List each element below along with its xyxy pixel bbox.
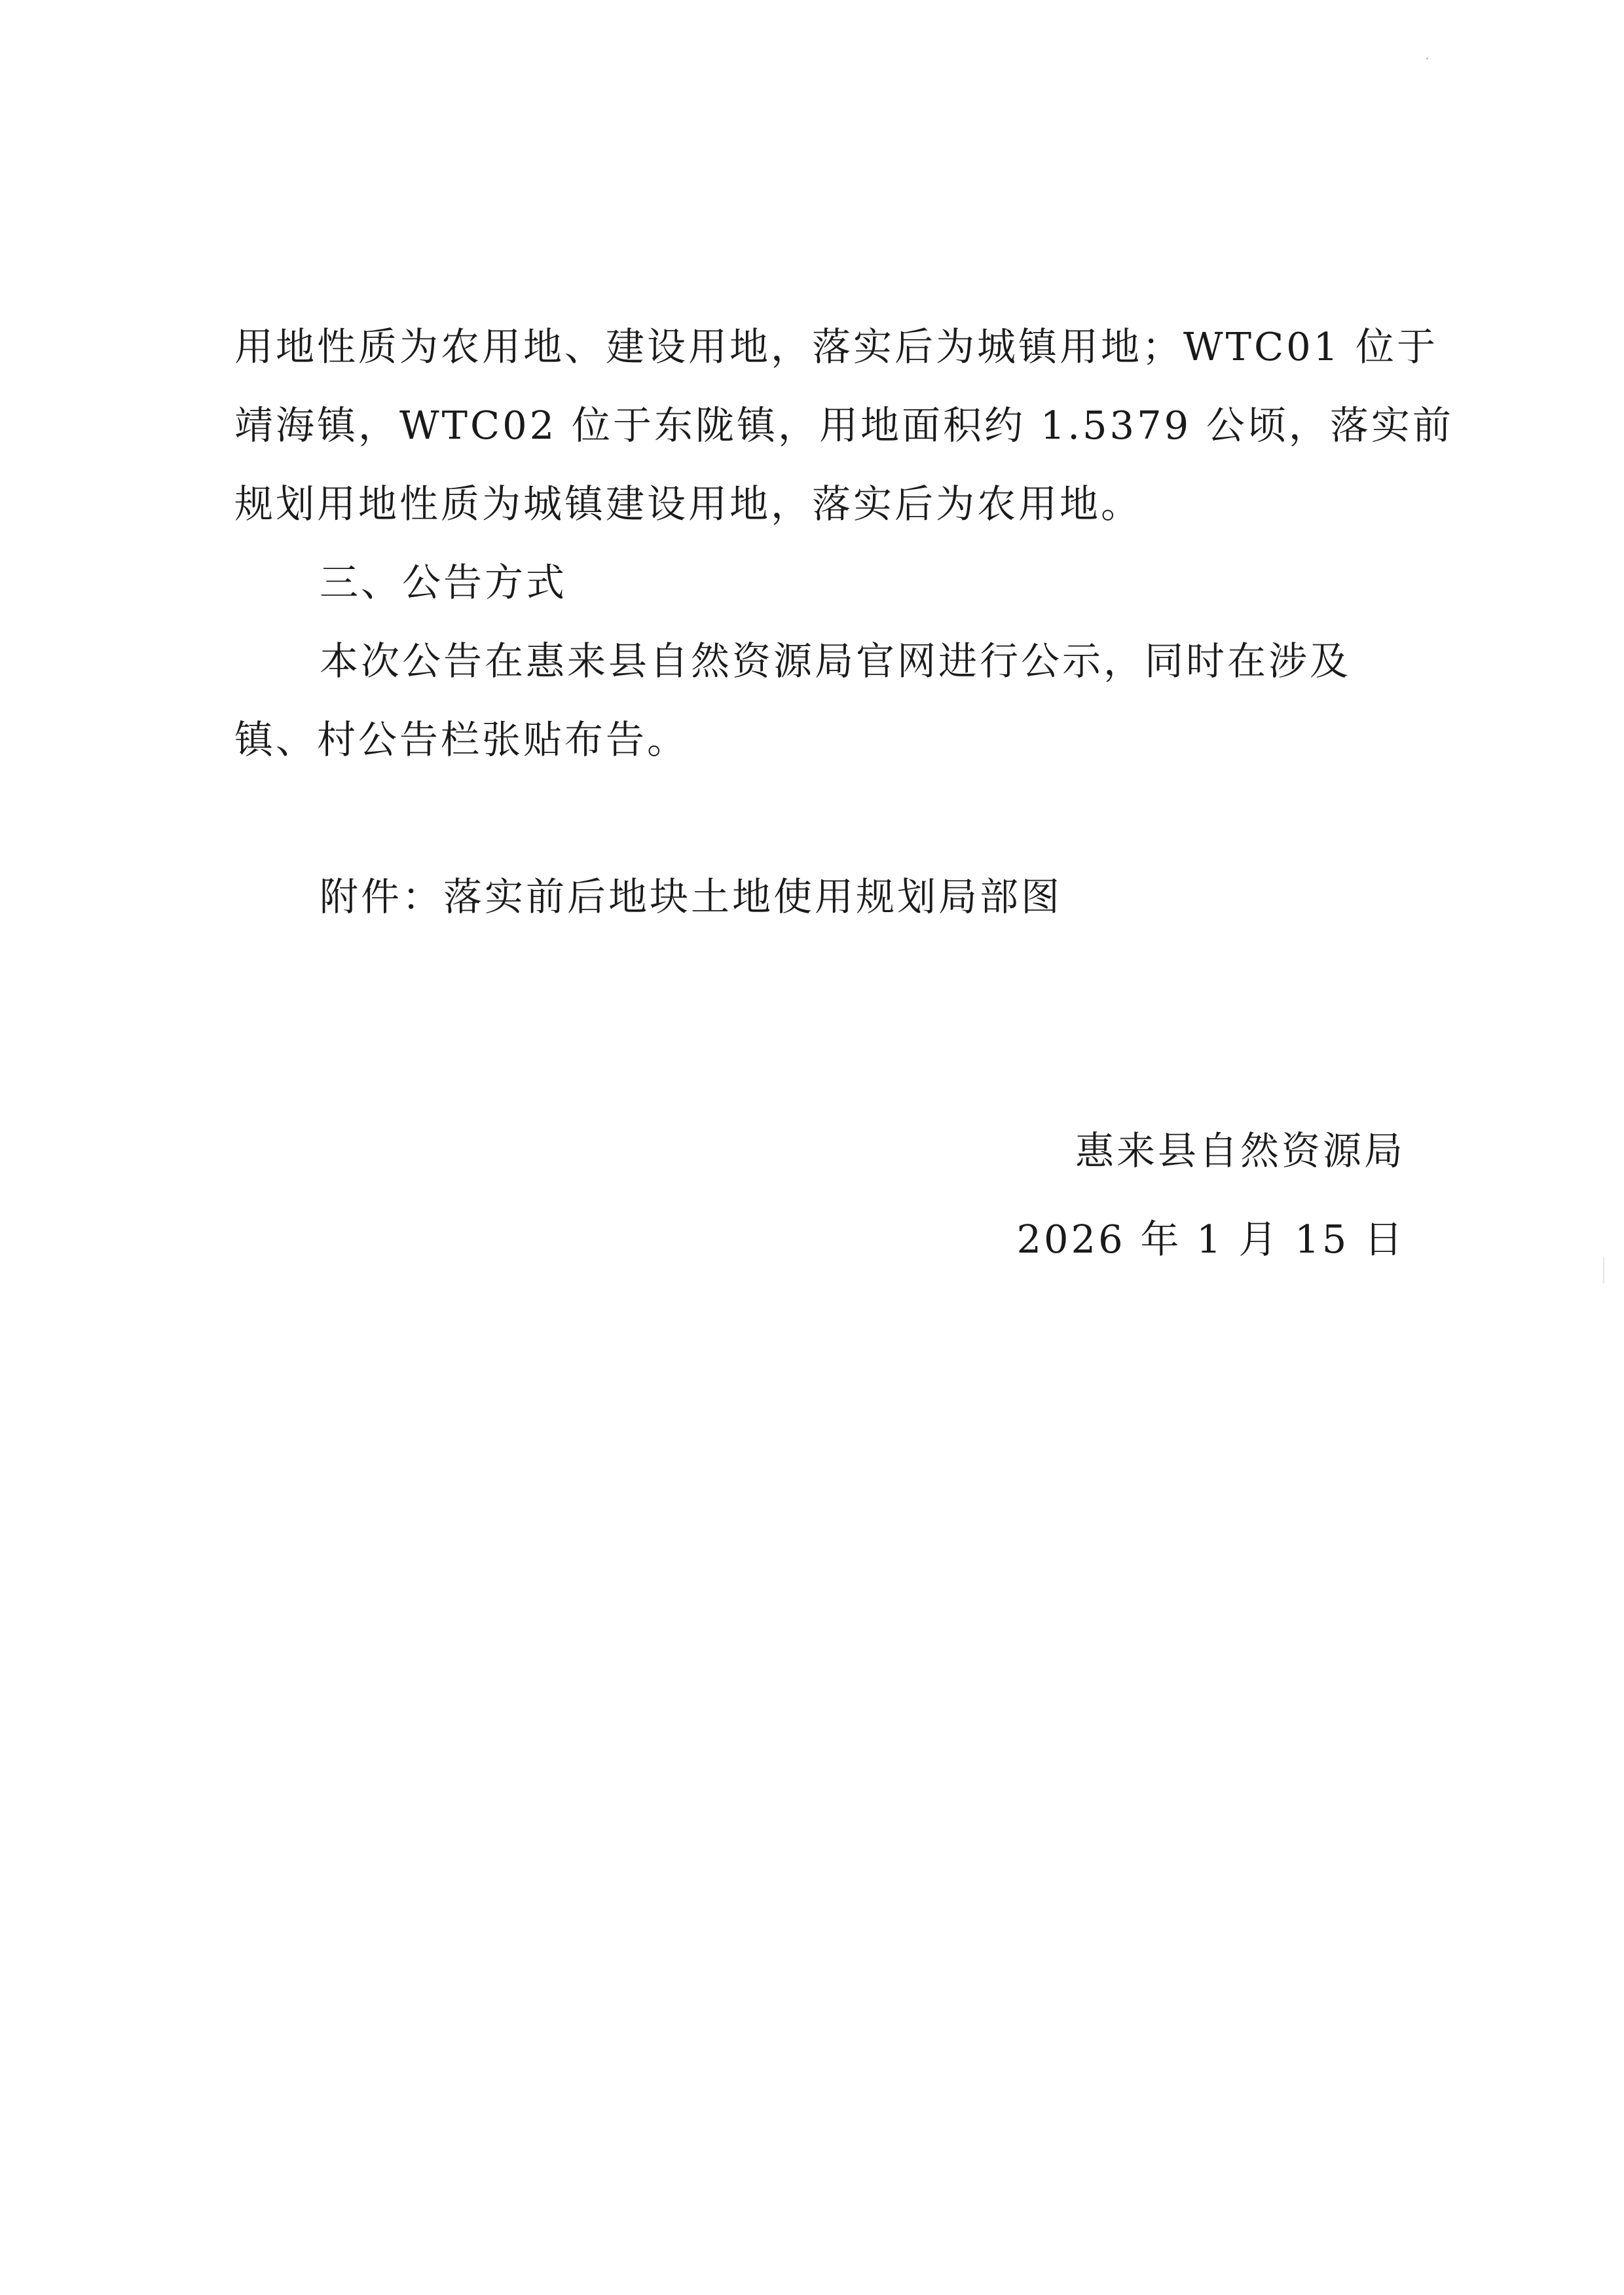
- issue-date: 2026 年 1 月 15 日: [1016, 1217, 1405, 1262]
- scan-speck: [1426, 58, 1428, 60]
- paragraph-line: 靖海镇，WTC02 位于东陇镇，用地面积约 1.5379 公顷，落实前: [234, 403, 1454, 448]
- land-use-paragraph: [234, 308, 1454, 543]
- section-heading-announcement-method: 三、公告方式: [320, 560, 568, 605]
- paragraph-line: 镇、村公告栏张贴布告。: [234, 717, 689, 762]
- paragraph-line: 规划用地性质为城镇建设用地，落实后为农用地。: [234, 481, 1143, 526]
- issuing-organization: 惠来县自然资源局: [1075, 1128, 1405, 1173]
- paragraph-line: 本次公告在惠来县自然资源局官网进行公示，同时在涉及: [320, 638, 1352, 684]
- signature-block: [1016, 1107, 1405, 1283]
- announcement-method-paragraph: [234, 622, 1420, 779]
- scan-speck: [1603, 1257, 1604, 1283]
- attachment-note: 附件：落实前后地块土地使用规划局部图: [320, 874, 1063, 919]
- paragraph-line: 用地性质为农用地、建设用地，落实后为城镇用地；WTC01 位于: [234, 324, 1438, 369]
